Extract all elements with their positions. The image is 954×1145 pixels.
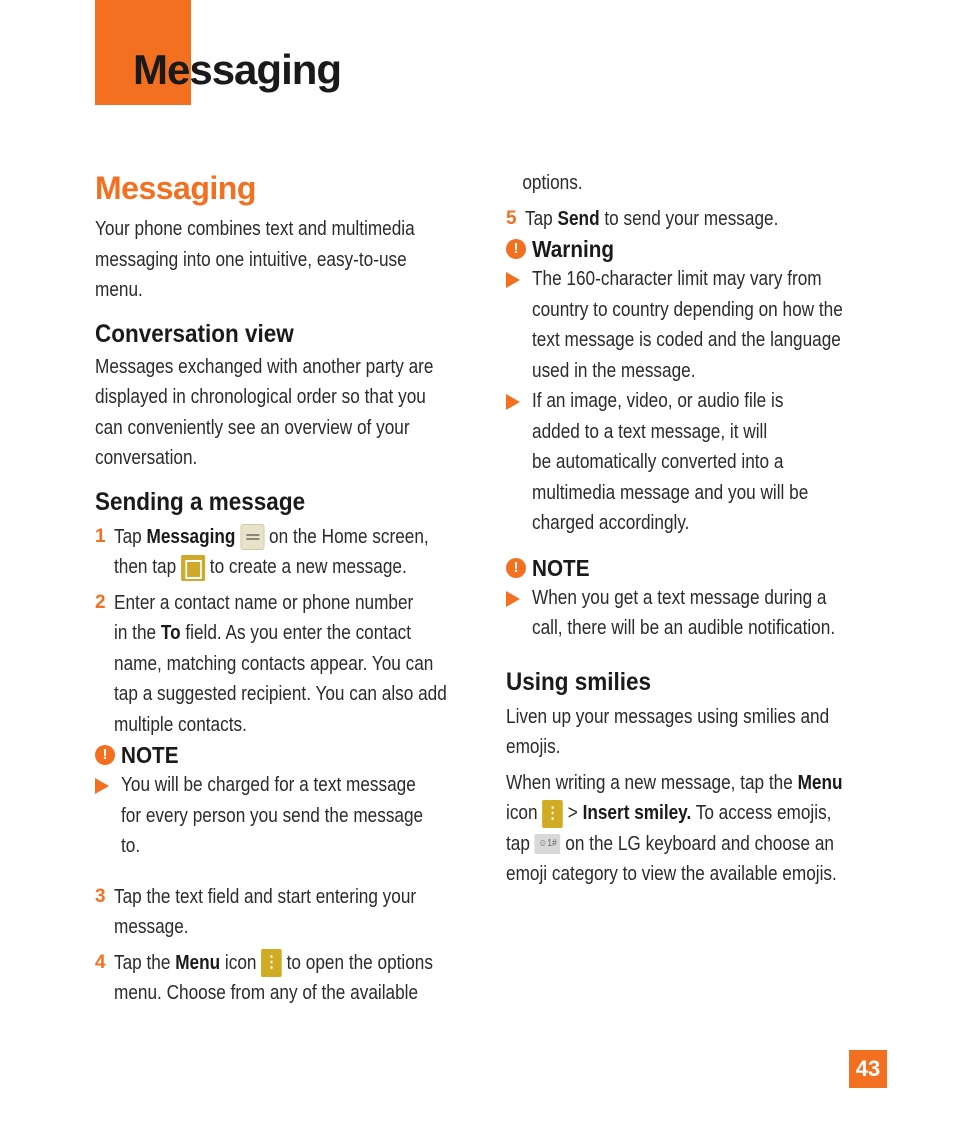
conv-line-4: conversation.: [95, 447, 198, 469]
step-number: 3: [95, 885, 106, 907]
intro-line-1: Your phone combines text and multimedia: [95, 218, 415, 240]
warning-1-line-1: The 160-character limit may vary from: [532, 268, 822, 290]
warning-1-line-3: text message is coded and the language: [532, 329, 841, 351]
step-3: [95, 882, 475, 943]
step-2-line-1: Enter a contact name or phone number: [114, 591, 414, 614]
step-1-line-2: then tap to create a new message.: [114, 552, 458, 583]
menu-icon: ⋮: [261, 949, 282, 977]
step-2: [95, 588, 475, 741]
emoji-key-icon: ☺1#: [535, 834, 561, 854]
note-line-2: for every person you send the message: [121, 804, 424, 827]
triangle-bullet-icon: [506, 591, 520, 607]
step-1: [95, 522, 475, 583]
smilies-line-4: icon ⋮ > Insert smiley. To access emojis,: [506, 798, 905, 829]
step-1-line-1: Tap Messaging on the Home screen,: [114, 522, 458, 553]
step-number: 4: [95, 951, 106, 973]
step-4-line-2: menu. Choose from any of the available: [114, 982, 419, 1004]
intro-line-2: messaging into one intuitive, easy-to-use: [95, 248, 407, 271]
subheading-sending-a-message: Sending a message: [95, 487, 306, 516]
step-2-line-4: tap a suggested recipient. You can also add: [114, 683, 447, 705]
warning-2-line-2: added to a text message, it will: [532, 420, 768, 443]
messaging-app-icon: [240, 524, 264, 550]
smilies-line-1: Liven up your messages using smilies and: [506, 705, 830, 728]
step-5: [506, 204, 906, 235]
note-heading: ! NOTE: [95, 740, 475, 770]
step-5-line-1: Tap Send to send your message.: [525, 207, 779, 230]
step-2-line-2: in the To field. As you enter the contact: [114, 622, 412, 644]
note-line-1: When you get a text message during a: [532, 586, 827, 609]
page-number: 43: [849, 1050, 887, 1088]
warning-bullet-1: [506, 264, 906, 386]
note-bullet: [95, 770, 475, 862]
conv-line-1: Messages exchanged with another party are: [95, 355, 434, 378]
intro-line-3: menu.: [95, 279, 143, 301]
warning-heading: ! Warning: [506, 234, 906, 264]
page-title: Messaging: [133, 46, 342, 93]
conv-line-3: can conveniently see an overview of your: [95, 416, 410, 439]
step-4-continuation: options.: [522, 172, 583, 194]
step-4-line-1: Tap the Menu icon ⋮ to open the options: [114, 948, 458, 979]
note-bullet: [506, 583, 906, 644]
warning-1-line-2: country to country depending on how the: [532, 298, 843, 321]
exclamation-icon: !: [506, 558, 526, 578]
step-number: 5: [506, 207, 517, 229]
compose-icon: [181, 555, 205, 581]
step-2-line-5: multiple contacts.: [114, 713, 247, 736]
step-number: 2: [95, 591, 106, 613]
warning-2-line-4: multimedia message and you will be: [532, 481, 809, 504]
note-line-1: You will be charged for a text message: [121, 774, 416, 796]
note-line-3: to.: [121, 835, 141, 857]
warning-2-line-1: If an image, video, or audio file is: [532, 390, 784, 412]
step-3-line-2: message.: [114, 916, 189, 938]
step-2-line-3: name, matching contacts appear. You can: [114, 652, 434, 675]
left-column: [95, 168, 475, 1009]
step-4: [95, 948, 475, 1009]
section-heading-messaging: Messaging: [95, 170, 256, 206]
warning-2-line-5: charged accordingly.: [532, 512, 690, 534]
warning-1-line-4: used in the message.: [532, 359, 696, 382]
smilies-line-6: emoji category to view the available emojis.: [506, 863, 837, 885]
step-number: 1: [95, 525, 106, 547]
note-heading: ! NOTE: [506, 553, 906, 583]
warning-2-line-3: be automatically converted into a: [532, 451, 784, 473]
triangle-bullet-icon: [95, 778, 109, 794]
subheading-using-smilies: Using smilies: [506, 667, 652, 696]
smilies-line-3: When writing a new message, tap the Menu: [506, 771, 843, 794]
step-3-line-1: Tap the text field and start entering your: [114, 885, 417, 908]
smilies-line-5: tap ☺1# on the LG keyboard and choose an: [506, 832, 834, 855]
subheading-conversation-view: Conversation view: [95, 319, 294, 348]
exclamation-icon: !: [95, 745, 115, 765]
menu-icon: ⋮: [542, 800, 563, 828]
warning-bullet-2: [506, 386, 906, 539]
note-line-2: call, there will be an audible notification.: [532, 617, 836, 639]
exclamation-icon: !: [506, 239, 526, 259]
conv-line-2: displayed in chronological order so that you: [95, 386, 426, 408]
smilies-line-2: emojis.: [506, 736, 561, 758]
triangle-bullet-icon: [506, 272, 520, 288]
triangle-bullet-icon: [506, 394, 520, 410]
right-column: [506, 168, 906, 890]
